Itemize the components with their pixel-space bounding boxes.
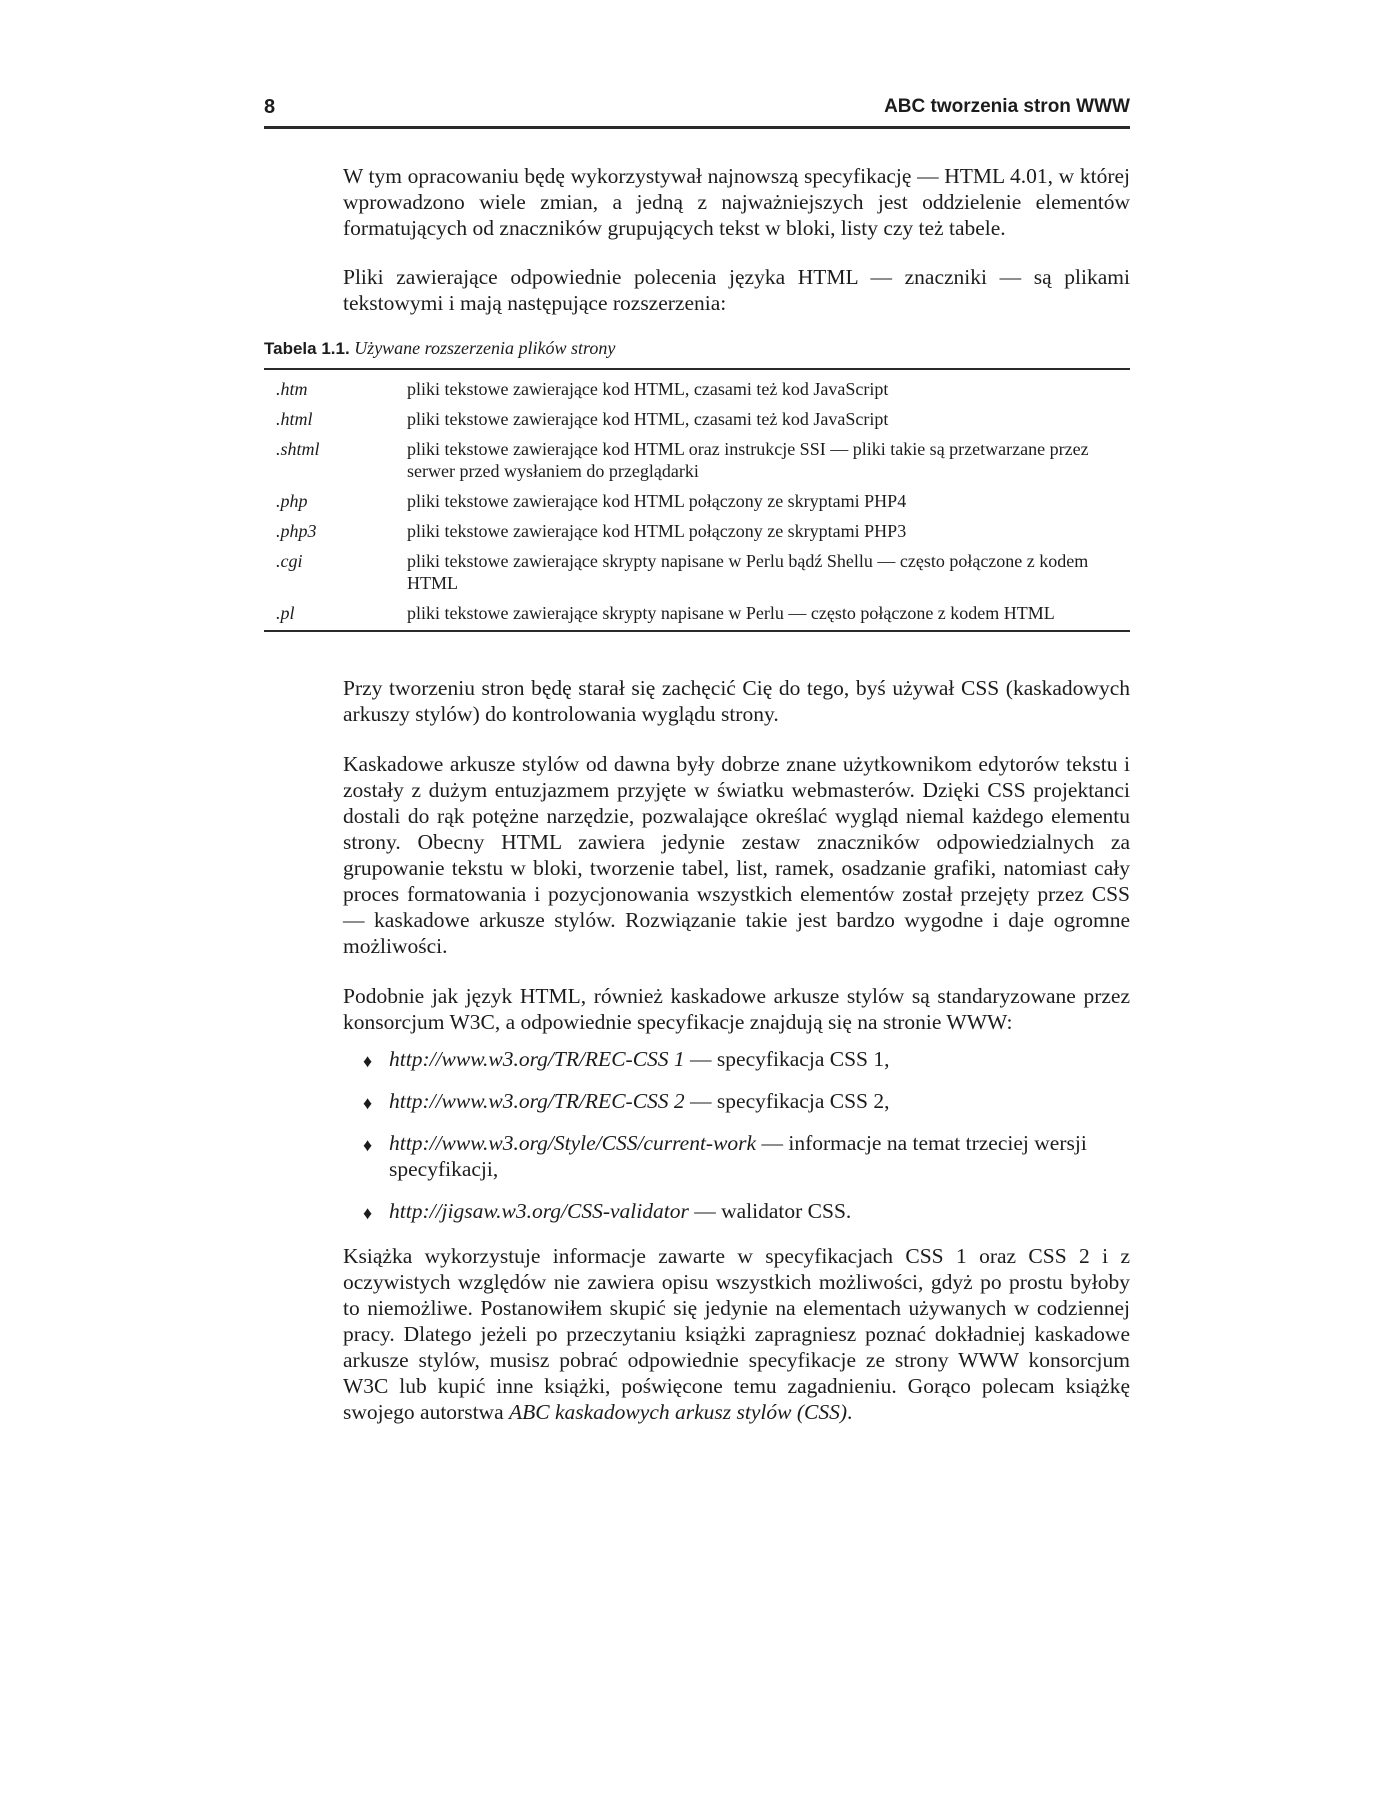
paragraph: Przy tworzeniu stron będę starał się zachęcić Cię do tego, byś używał CSS (kaskadowych arkuszy stylów) do kontrolowania wyglądu strony. — [343, 676, 1130, 726]
diamond-bullet-icon: ♦ — [363, 1135, 373, 1155]
extension-cell: .html — [276, 409, 313, 429]
spec-url: http://www.w3.org/TR/REC-CSS 2 — [389, 1089, 685, 1113]
table-row — [264, 520, 1130, 542]
list-item — [363, 1130, 1130, 1182]
spec-description: — specyfikacja CSS 2, — [684, 1089, 890, 1113]
extension-cell: .pl — [276, 603, 295, 623]
list-item — [363, 1088, 1130, 1114]
description-cell: pliki tekstowe zawierające kod HTML oraz instrukcje SSI — pliki takie są przetwarzane przez serwer przed wysłaniem do przeglądarki — [407, 439, 1089, 481]
diamond-bullet-icon: ♦ — [363, 1203, 373, 1223]
description-cell: pliki tekstowe zawierające skrypty napisane w Perlu — często połączone z kodem HTML — [407, 603, 1055, 623]
paragraph — [343, 1243, 1130, 1425]
description-cell: pliki tekstowe zawierające kod HTML połączony ze skryptami PHP4 — [407, 491, 907, 511]
paragraph: Pliki zawierające odpowiednie polecenia języka HTML — znaczniki — są plikami tekstowymi i mają następujące rozszerzenia: — [343, 265, 1130, 315]
list-item — [363, 1046, 1130, 1072]
paragraph: W tym opracowaniu będę wykorzystywał najnowszą specyfikację — HTML 4.01, w której wprowadzono wiele zmian, a jedną z najważniejszych jest oddzielenie elementów formatujących od znaczników grupujących tekst w bloki, listy czy też tabele. — [343, 164, 1130, 240]
table-row — [264, 408, 1130, 430]
table-row — [264, 550, 1130, 594]
spec-url: http://jigsaw.w3.org/CSS-validator — [389, 1199, 689, 1223]
paragraph: Kaskadowe arkusze stylów od dawna były dobrze znane użytkownikom edytorów tekstu i zostały z dużym entuzjazmem przyjęte w światku webmasterów. Dzięki CSS projektanci dostali do rąk potężne narzędzie, pozwalające określać wygląd niemal każdego elementu strony. Obecny HTML zawiera jedynie zestaw znaczników odpowiedzialnych za grupowanie tekstu w bloki, tworzenie tabel, list, ramek, osadzanie grafiki, natomiast cały proces formatowania i pozycjonowania wszystkich elementów został przejęty przez CSS — kaskadowe arkusze stylów. Rozwiązanie takie jest bardzo wygodne i daje ogromne możliwości. — [343, 752, 1130, 958]
running-title: ABC tworzenia stron WWW — [884, 96, 1130, 117]
description-cell: pliki tekstowe zawierające kod HTML połączony ze skryptami PHP3 — [407, 521, 907, 541]
diamond-bullet-icon: ♦ — [363, 1051, 373, 1071]
table-row — [264, 438, 1130, 482]
extension-cell: .php — [276, 491, 308, 511]
page-number: 8 — [264, 96, 276, 118]
paragraph-text: Książka wykorzystuje informacje zawarte w specyfikacjach CSS 1 oraz CSS 2 i z oczywistych względów nie zawiera opisu wszystkich możliwości, gdyż po prostu byłoby to niemożliwe. Postanowiłem skupić się jedynie na elementach używanych w codziennej pracy. Dlatego jeżeli po przeczytaniu książki zapragniesz poznać dokładniej kaskadowe arkusze stylów, musisz pobrać odpowiednie specyfikacje ze strony WWW konsorcjum W3C lub kupić inne książki, poświęcone temu zagadnieniu. Gorąco polecam książkę swojego autorstwa — [343, 1244, 1130, 1424]
table-caption — [264, 338, 615, 359]
description-cell: pliki tekstowe zawierające kod HTML, czasami też kod JavaScript — [407, 379, 889, 399]
paragraph-end: . — [847, 1400, 853, 1424]
extension-cell: .cgi — [276, 551, 303, 571]
extensions-table — [264, 368, 1130, 632]
table-row — [264, 602, 1130, 624]
table-label: Tabela 1.1. — [264, 339, 350, 358]
table-row — [264, 490, 1130, 512]
list-item — [363, 1198, 1130, 1224]
book-title: ABC kaskadowych arkusz stylów (CSS) — [509, 1400, 847, 1424]
spec-url: http://www.w3.org/TR/REC-CSS 1 — [389, 1047, 685, 1071]
description-cell: pliki tekstowe zawierające kod HTML, czasami też kod JavaScript — [407, 409, 889, 429]
diamond-bullet-icon: ♦ — [363, 1093, 373, 1113]
spec-url: http://www.w3.org/Style/CSS/current-work — [389, 1131, 757, 1155]
table-title: Używane rozszerzenia plików strony — [354, 338, 616, 358]
page-header — [264, 96, 1130, 129]
spec-description: — informacje na temat trzeciej wersji specyfikacji, — [389, 1131, 1087, 1181]
extension-cell: .php3 — [276, 521, 317, 541]
paragraph: Podobnie jak język HTML, również kaskadowe arkusze stylów są standaryzowane przez konsorcjum W3C, a odpowiednie specyfikacje znajdują się na stronie WWW: — [343, 984, 1130, 1034]
spec-description: — specyfikacja CSS 1, — [684, 1047, 890, 1071]
description-cell: pliki tekstowe zawierające skrypty napisane w Perlu bądź Shellu — często połączone z kodem HTML — [407, 551, 1089, 593]
extension-cell: .shtml — [276, 439, 320, 459]
extension-cell: .htm — [276, 379, 308, 399]
table-row — [264, 378, 1130, 400]
spec-link-list — [363, 1046, 1130, 1240]
spec-description: — walidator CSS. — [688, 1199, 852, 1223]
